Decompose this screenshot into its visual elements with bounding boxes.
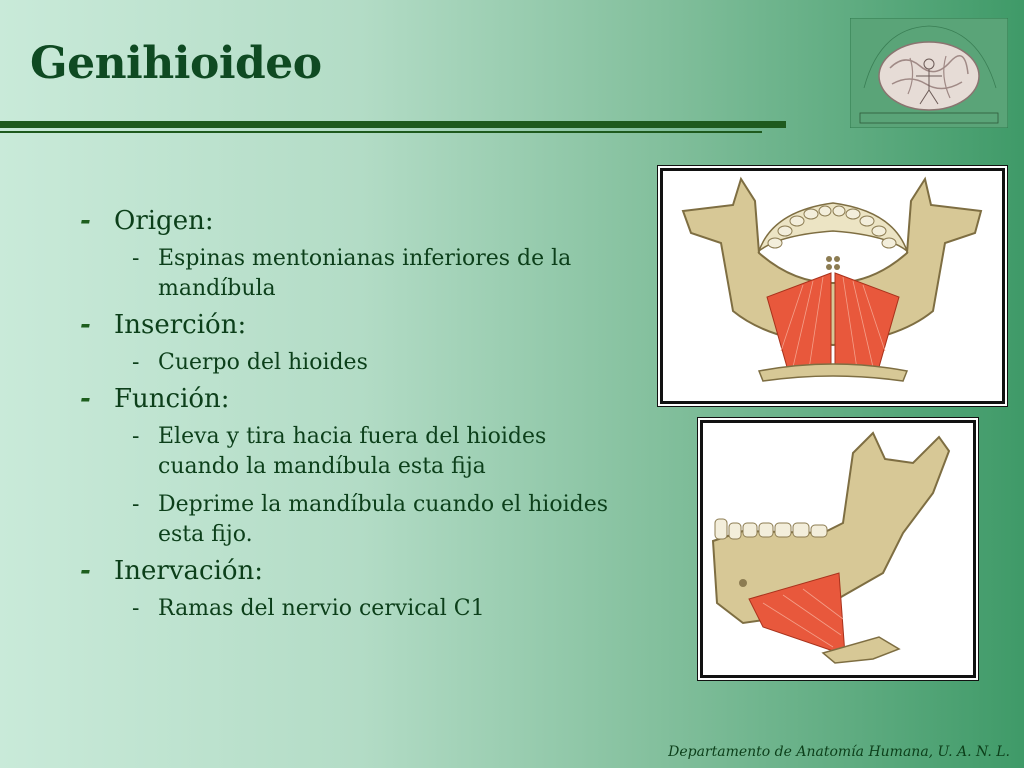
bullet-insercion bbox=[80, 310, 620, 340]
bullet-origen bbox=[80, 206, 620, 236]
sub-bullet bbox=[80, 348, 620, 378]
bullet-list bbox=[80, 200, 620, 624]
mandible-lateral-illustration bbox=[703, 423, 973, 675]
dash-marker: - bbox=[132, 492, 140, 517]
sub-bullet bbox=[80, 422, 620, 482]
slide-title: Genihioideo bbox=[30, 38, 322, 89]
bullet-marker: - bbox=[80, 384, 91, 414]
sub-bullet-text: Deprime la mandíbula cuando el hioides esta fijo. bbox=[158, 492, 609, 547]
sub-bullet-text: Ramas del nervio cervical C1 bbox=[158, 596, 485, 621]
dash-marker: - bbox=[132, 246, 140, 271]
bullet-marker: - bbox=[80, 206, 91, 236]
bullet-marker: - bbox=[80, 556, 91, 586]
title-rule-thin bbox=[0, 131, 762, 133]
mandible-inferior-illustration bbox=[663, 171, 1002, 401]
title-rule-thick bbox=[0, 121, 786, 128]
mandible-inferior-view-image bbox=[660, 168, 1005, 404]
dash-marker: - bbox=[132, 596, 140, 621]
bullet-inervacion bbox=[80, 556, 620, 586]
sub-bullet bbox=[80, 244, 620, 304]
mandible-lateral-view-image bbox=[700, 420, 976, 678]
bullet-label: Inserción: bbox=[114, 310, 247, 340]
bullet-label: Origen: bbox=[114, 206, 214, 236]
department-logo bbox=[850, 18, 1008, 128]
footer-credit: Departamento de Anatomía Humana, U. A. N. L. bbox=[668, 744, 1010, 760]
dash-marker: - bbox=[132, 424, 140, 449]
bullet-funcion bbox=[80, 384, 620, 414]
dash-marker: - bbox=[132, 350, 140, 375]
bullet-label: Función: bbox=[114, 384, 230, 414]
sub-bullet-text: Cuerpo del hioides bbox=[158, 350, 368, 375]
bullet-label: Inervación: bbox=[114, 556, 264, 586]
sub-bullet bbox=[80, 490, 620, 550]
sub-bullet-text: Espinas mentonianas inferiores de la mandíbula bbox=[158, 246, 572, 301]
bullet-marker: - bbox=[80, 310, 91, 340]
sub-bullet bbox=[80, 594, 620, 624]
sub-bullet-text: Eleva y tira hacia fuera del hioides cuando la mandíbula esta fija bbox=[158, 424, 547, 479]
